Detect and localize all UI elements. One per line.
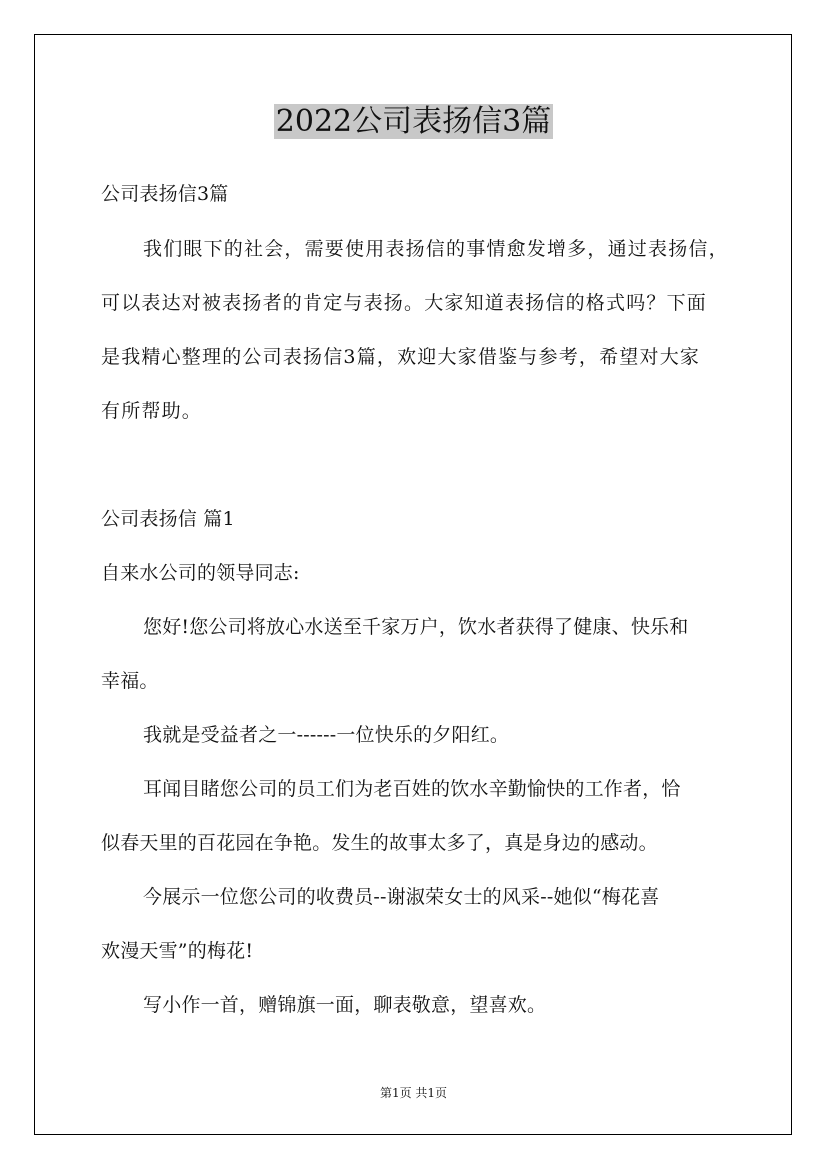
body-line-3: 我就是受益者之一------一位快乐的夕阳红。 — [143, 724, 510, 746]
body-line-8: 写小作一首，赠锦旗一面，聊表敬意，望喜欢。 — [143, 994, 547, 1016]
page-footer: 第1页 共1页 — [379, 1086, 448, 1100]
body-line-6: 今展示一位您公司的收费员--谢淑荣女士的风采--她似“梅花喜 — [143, 886, 660, 908]
document-title — [0, 100, 827, 144]
body-line-4: 耳闻目睹您公司的员工们为老百姓的饮水辛勤愉快的工作者，恰 — [143, 778, 681, 800]
body-line-5: 似春天里的百花园在争艳。发生的故事太多了，真是身边的感动。 — [101, 832, 658, 854]
body-line-2: 幸福。 — [101, 670, 159, 692]
document-title-text: 2022公司表扬信3篇 — [275, 104, 552, 139]
intro-line-4: 有所帮助。 — [101, 400, 203, 422]
intro-line-2: 可以表达对被表扬者的肯定与表扬。大家知道表扬信的格式吗？下面 — [101, 292, 708, 314]
section-heading: 公司表扬信 篇1 — [101, 508, 235, 530]
body-line-1: 您好!您公司将放心水送至千家万户，饮水者获得了健康、快乐和 — [143, 616, 689, 638]
intro-line-1: 我们眼下的社会，需要使用表扬信的事情愈发增多，通过表扬信， — [143, 238, 729, 260]
body-line-7: 欢漫天雪”的梅花! — [101, 940, 254, 962]
subtitle: 公司表扬信3篇 — [101, 183, 229, 205]
salutation: 自来水公司的领导同志: — [101, 562, 300, 584]
intro-line-3: 是我精心整理的公司表扬信3篇，欢迎大家借鉴与参考，希望对大家 — [101, 346, 701, 368]
